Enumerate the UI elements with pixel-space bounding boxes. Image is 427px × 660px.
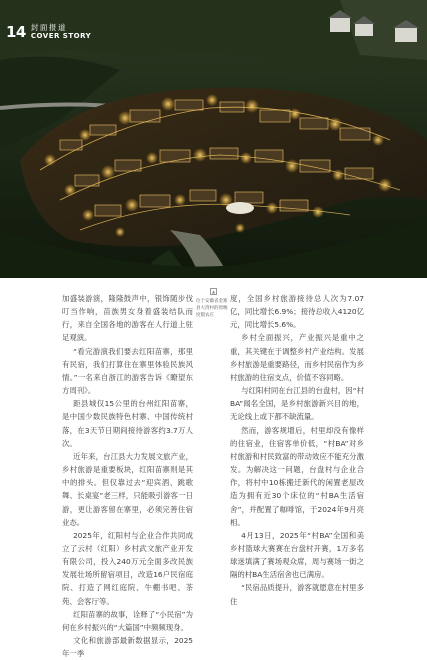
paragraph: 文化和旅游部最新数据显示，2025年一季 (62, 636, 193, 659)
paragraph: “民宿品质提升，游客就愿意在村里多住 (230, 583, 364, 606)
up-arrow-icon: ▲ (211, 289, 216, 294)
paragraph: 2025年，红阳村与企业合作共同成立了云村（红阳）乡村武文旅产业开发有限公司，投入240万元全面多改民族发展壮场所留宿项目，改造16户民宿庭院、打造了网红庭院、牛棚书吧、茶苑、会客厅等。 (62, 530, 193, 606)
section-title-en: COVER STORY (30, 32, 92, 40)
paragraph: 与红阳村同在台江县的台盘村，因“村BA”闻名全国，是乡村旅游新兴目的地，无论线上或下都不缺流量。 (230, 386, 364, 422)
page-number: 14 (6, 23, 26, 41)
photo-caption (196, 288, 230, 319)
section-label (31, 23, 91, 41)
paragraph: 加盛装游演，隆隆鼓声中，银饰随步伐叮当作响，苗族男女身着盛装结队而行，来自全国各地的游客在人行道上驻足观演。 (62, 294, 193, 343)
paragraph: 然而，游客规增后，村里却没有像样的住宿业，住宿客单价低，“村BA”对乡村旅游和村民致富的带动效应不能充分激发。为解决这一问题，台盘村与企业合作，将村中10栋搬迁新代的闲置老屋改造为拥有近30个床位的“村BA生活宿舍”，并配置了咖啡馆，于2024年9月亮相。 (230, 425, 364, 527)
paragraph: 红阳苗寨的故事，诠释了“小民宿”为何在乡村振兴的“大篇国”中频频现身。 (62, 609, 193, 632)
article-column-left (62, 292, 193, 660)
paragraph: 度，全国乡村旅游接待总人次为7.07亿，同比增长6.9%；接待总收入4120亿元，同比增长5.6%。 (230, 294, 364, 330)
paragraph: 4月13日，2025年“村BA”全国和美乡村篮球大赛赛在台盘村开赛，1万多名球迷填满了赛场观众席，周与赛场一街之隔的村BA生活宿舍也已满房。 (230, 530, 364, 580)
paragraph: “看完游演我们要去红阳苗寨，那里有民宿，我们打算住在寨里体验民族风情。”一名来自浙江的游客告诉《瞭望东方周刊》。 (62, 346, 193, 396)
paragraph: 乡村全面振兴，产业振兴是重中之重，其关键在于调整乡村产业结构。发展乡村旅游是重要路径，而乡村民宿作为乡村旅游的住宿支点，价值不容同略。 (230, 333, 364, 382)
paragraph: 距县城仅15公里的台州红阳苗寨，是中国少数民族特色村寨、中国传统村落，在3天节日期间接待游客约3.7万人次。 (62, 399, 193, 448)
section-title-cn: 封面报道 (30, 23, 67, 32)
article-column-right (230, 292, 364, 608)
photo-caption-text: 位于安徽省金寨县大湾村的傍晚度假农庄 (196, 299, 228, 318)
section-header (6, 21, 91, 43)
paragraph: 近年来，台江县大力发展文旅产业，乡村旅游是重要板块，红阳苗寨则是其中的排头。但仅靠过去“迎宾酒、跳歌舞、长桌宴”老三样，只能吸引游客一日游，更让游客留在寨里，必须完善住宿业态。 (62, 451, 193, 527)
